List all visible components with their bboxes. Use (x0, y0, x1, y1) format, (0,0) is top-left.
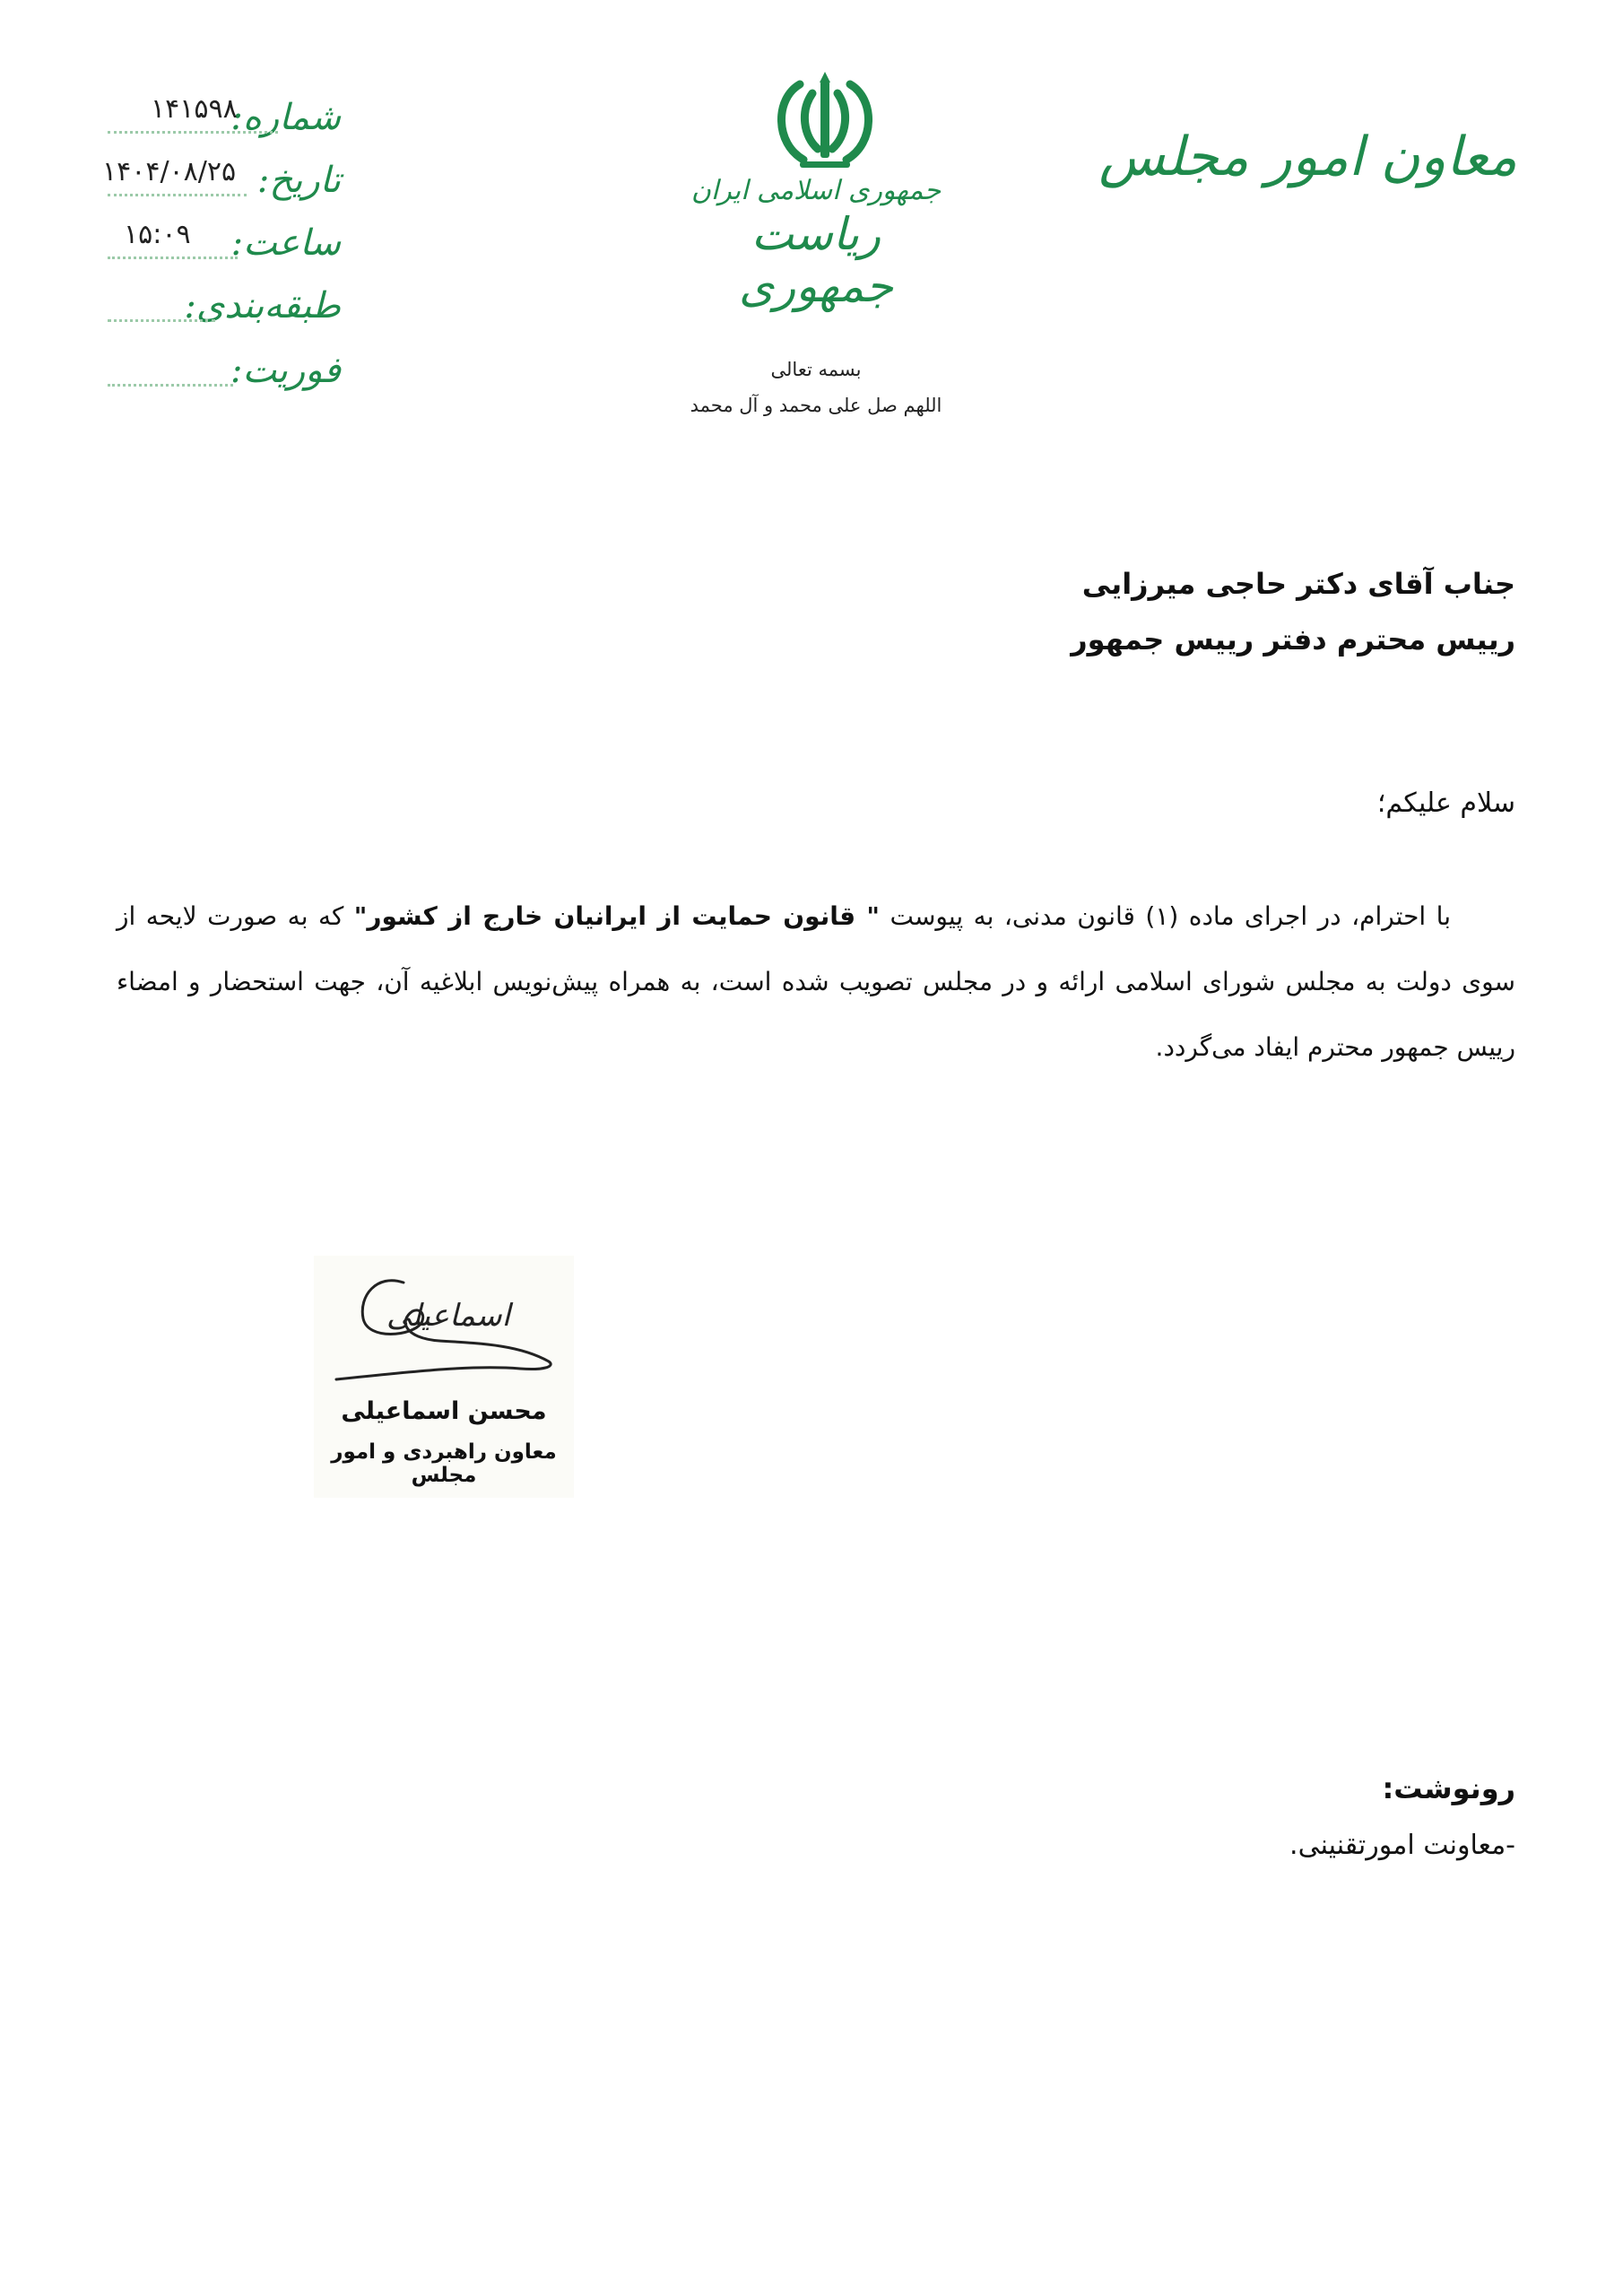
greeting: سلام علیکم؛ (1376, 787, 1515, 819)
number-dotted-line (108, 131, 278, 134)
number-row (108, 93, 341, 151)
law-title: " قانون حمایت از ایرانیان خارج از کشور" (353, 901, 880, 931)
number-value: ۱۴۱۵۹۸ (151, 93, 238, 125)
body-part1: با احترام، در اجرای ماده (۱) قانون مدنی، به پیوست (879, 901, 1452, 931)
date-dotted-line (108, 194, 247, 196)
date-row (102, 156, 341, 213)
date-label: تاریخ: (256, 160, 341, 201)
classification-label: طبقه‌بندی: (184, 285, 341, 326)
urgency-label: فوریت: (230, 350, 341, 391)
date-value: ۱۴۰۴/۰۸/۲۵ (102, 156, 237, 187)
addressee (1071, 556, 1515, 667)
invocation-line2: اللهم صل علی محمد و آل محمد (690, 395, 942, 416)
org-line2: ریاست جمهوری (739, 208, 893, 312)
signature-block (314, 1256, 574, 1498)
time-label: ساعت: (230, 222, 341, 264)
addressee-line1: جناب آقای دکتر حاجی میرزایی (1081, 567, 1515, 601)
signatory-role: معاون راهبردی و امور مجلس (331, 1440, 557, 1487)
iran-emblem-icon (764, 72, 886, 170)
body-part2: که به صورت لایحه از سوی دولت به مجلس شورای اسلامی ارائه و در مجلس تصویب شده است، به همراه پیش‌نویس ابلاغیه آن، جهت استحضار و امضاء رییس جمهور محترم ایفاد می‌گردد. (117, 901, 1515, 1062)
letter-body (117, 883, 1515, 1080)
classification-dotted-line (108, 319, 215, 322)
classification-row (108, 285, 341, 339)
org-line1: جمهوری اسلامی ایران (690, 175, 942, 206)
time-dotted-line (108, 257, 238, 259)
department-title: معاون امور مجلس (1098, 126, 1517, 188)
time-value: ۱۵:۰۹ (124, 219, 191, 250)
cc-title: رونوشت: (1382, 1771, 1515, 1805)
invocation (628, 352, 1004, 423)
number-label: شماره: (230, 97, 341, 138)
time-row (108, 219, 341, 276)
urgency-row (108, 350, 341, 404)
signatory-name: محسن اسماعیلی (341, 1397, 547, 1425)
urgency-dotted-line (108, 384, 233, 387)
addressee-line2: رییس محترم دفتر رییس جمهور (1071, 622, 1515, 657)
handwritten-signature (314, 1256, 574, 1390)
invocation-line1: بسمه تعالی (770, 359, 862, 380)
organization-name (681, 175, 950, 312)
cc-item: -معاونت امورتقنینی. (1289, 1830, 1515, 1861)
svg-text:اسماعیلی: اسماعیلی (386, 1298, 511, 1334)
